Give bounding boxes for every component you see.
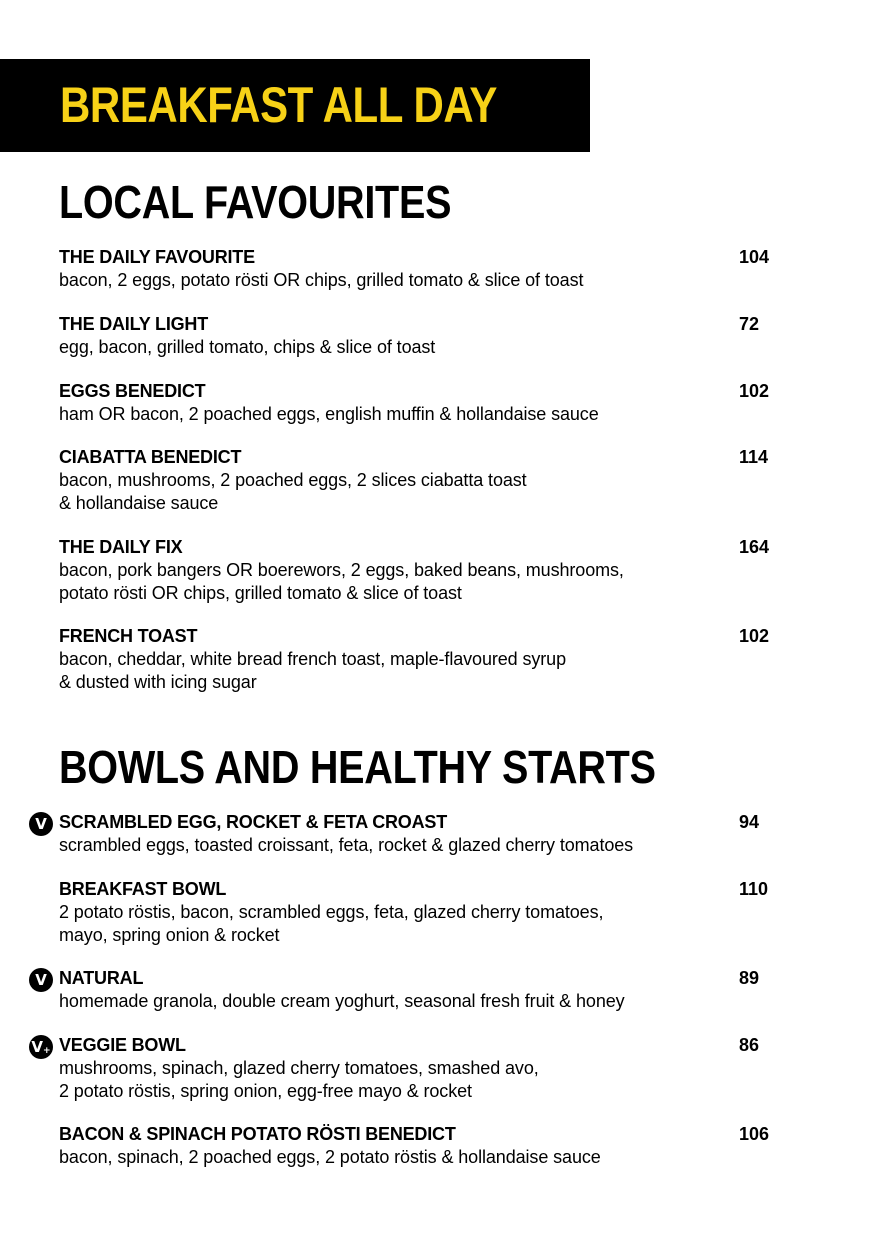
vegetarian-icon: V: [29, 812, 53, 836]
page-title: BREAKFAST ALL DAY: [60, 77, 498, 133]
menu-item: [59, 625, 789, 694]
menu-item: [59, 380, 789, 426]
item-description: ham OR bacon, 2 poached eggs, english muffin & hollandaise sauce: [59, 404, 599, 424]
item-price: 110: [739, 879, 769, 899]
item-description: bacon, pork bangers OR boerewors, 2 eggs, baked beans, mushrooms,: [59, 560, 624, 580]
item-name: VEGGIE BOWL: [59, 1035, 186, 1055]
item-description: 2 potato röstis, bacon, scrambled eggs, feta, glazed cherry tomatoes,: [59, 902, 604, 922]
item-price: 102: [739, 381, 770, 401]
item-price: 106: [739, 1124, 770, 1144]
item-name: BREAKFAST BOWL: [59, 879, 227, 899]
item-description: bacon, mushrooms, 2 poached eggs, 2 slices ciabatta toast: [59, 470, 527, 490]
item-description: egg, bacon, grilled tomato, chips & slice of toast: [59, 337, 436, 357]
item-description: potato rösti OR chips, grilled tomato & slice of toast: [59, 583, 462, 603]
menu-item: [59, 446, 789, 515]
item-name: BACON & SPINACH POTATO RÖSTI BENEDICT: [59, 1124, 456, 1144]
item-description: mushrooms, spinach, glazed cherry tomatoes, smashed avo,: [59, 1058, 539, 1078]
item-description: & dusted with icing sugar: [59, 672, 257, 692]
header-banner: [0, 59, 590, 152]
item-name: THE DAILY FAVOURITE: [59, 247, 255, 267]
item-name: THE DAILY LIGHT: [59, 314, 209, 334]
item-price: 114: [739, 447, 769, 467]
item-description: homemade granola, double cream yoghurt, seasonal fresh fruit & honey: [59, 991, 625, 1011]
menu-item: [31, 1034, 789, 1103]
menu-item: [59, 878, 789, 947]
item-price: 89: [739, 968, 760, 988]
item-description: 2 potato röstis, spring onion, egg-free mayo & rocket: [59, 1081, 472, 1101]
vegan-badge-letter: V: [31, 1038, 44, 1056]
item-price: 102: [739, 626, 770, 646]
item-name: EGGS BENEDICT: [59, 381, 206, 401]
section-title-bowls-healthy-starts: BOWLS AND HEALTHY STARTS: [59, 741, 656, 793]
item-description: scrambled eggs, toasted croissant, feta, rocket & glazed cherry tomatoes: [59, 835, 634, 855]
item-price: 86: [739, 1035, 760, 1055]
vegetarian-icon: V: [29, 968, 53, 992]
menu-item: [59, 246, 789, 292]
section-title-local-favourites: LOCAL FAVOURITES: [59, 176, 452, 228]
item-description: mayo, spring onion & rocket: [59, 925, 280, 945]
item-name: FRENCH TOAST: [59, 626, 198, 646]
vegan-badge-plus: +: [43, 1046, 51, 1056]
item-description: bacon, cheddar, white bread french toast, maple-flavoured syrup: [59, 649, 566, 669]
item-price: 94: [739, 812, 760, 832]
item-name: CIABATTA BENEDICT: [59, 447, 242, 467]
item-description: bacon, 2 eggs, potato rösti OR chips, grilled tomato & slice of toast: [59, 270, 584, 290]
vegan-icon: [29, 1035, 53, 1059]
item-name: SCRAMBLED EGG, ROCKET & FETA CROAST: [59, 812, 447, 832]
menu-item: [59, 1123, 789, 1169]
item-description: & hollandaise sauce: [59, 493, 219, 513]
menu-item: [35, 967, 789, 1013]
menu-item: [35, 811, 789, 857]
item-price: 164: [739, 537, 770, 557]
menu-item: [59, 313, 789, 359]
item-price: 104: [739, 247, 770, 267]
item-name: THE DAILY FIX: [59, 537, 183, 557]
item-price: 72: [739, 314, 760, 334]
item-description: bacon, spinach, 2 poached eggs, 2 potato röstis & hollandaise sauce: [59, 1147, 601, 1167]
item-name: NATURAL: [59, 968, 144, 988]
menu-item: [59, 536, 789, 605]
